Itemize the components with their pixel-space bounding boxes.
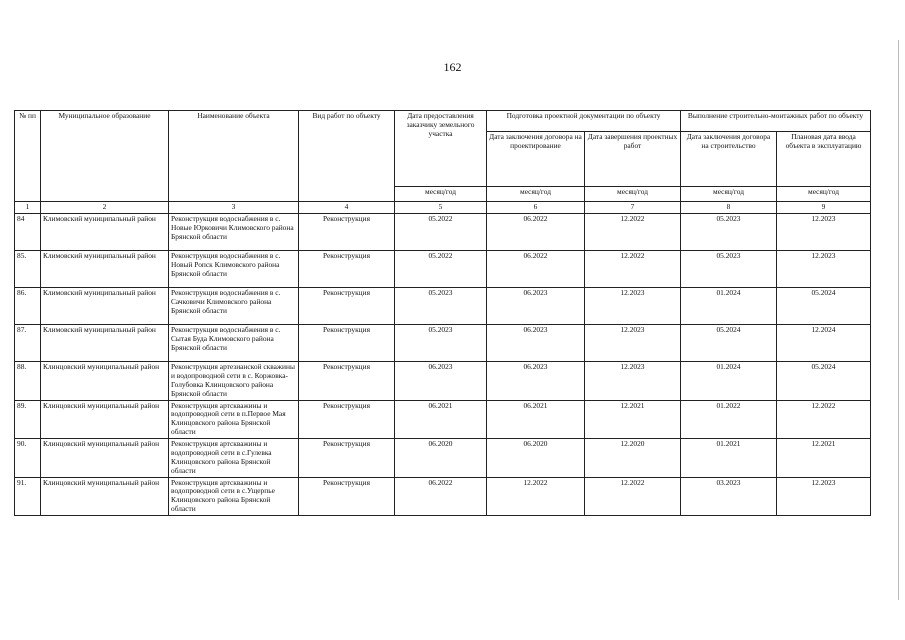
row-object-name: Реконструкция водоснабжения в с. Сытая Буда Климовского района Брянской области: [169, 325, 299, 362]
row-construction-contract: 01.2022: [681, 400, 777, 439]
row-work-type: Реконструкция: [299, 439, 395, 478]
column-number: 7: [585, 202, 681, 214]
column-number: 1: [15, 202, 41, 214]
row-commission-date: 12.2022: [777, 400, 871, 439]
row-design-contract: 06.2023: [487, 288, 585, 325]
row-commission-date: 12.2023: [777, 477, 871, 516]
row-land-date: 06.2021: [395, 400, 487, 439]
row-construction-contract: 01.2024: [681, 362, 777, 401]
row-commission-date: 12.2023: [777, 214, 871, 251]
table-row: [15, 214, 871, 251]
row-municipality: Климовский муниципальный район: [41, 251, 169, 288]
row-municipality: Климовский муниципальный район: [41, 214, 169, 251]
row-land-date: 05.2023: [395, 288, 487, 325]
header-construction-contract: Дата заключения договора на строительство: [681, 132, 777, 187]
row-num: 89.: [15, 400, 41, 439]
row-design-end: 12.2020: [585, 439, 681, 478]
column-number: 5: [395, 202, 487, 214]
row-num: 91.: [15, 477, 41, 516]
column-number: 6: [487, 202, 585, 214]
row-land-date: 05.2022: [395, 214, 487, 251]
header-commission-date: Плановая дата ввода объекта в эксплуатацию: [777, 132, 871, 187]
row-commission-date: 12.2024: [777, 325, 871, 362]
objects-table: [14, 110, 871, 516]
row-commission-date: 12.2023: [777, 251, 871, 288]
row-design-contract: 06.2020: [487, 439, 585, 478]
row-work-type: Реконструкция: [299, 325, 395, 362]
unit-label: месяц/год: [487, 187, 585, 202]
row-design-contract: 06.2022: [487, 251, 585, 288]
row-commission-date: 05.2024: [777, 288, 871, 325]
row-construction-contract: 01.2024: [681, 288, 777, 325]
row-object-name: Реконструкция артскважины и водопроводной сети в п.Первое Мая Клинцовского района Брянской области: [169, 400, 299, 439]
header-num: № пп: [15, 111, 41, 202]
row-work-type: Реконструкция: [299, 251, 395, 288]
row-object-name: Реконструкция артезианской скважины и водопроводной сети в с. Коржовка-Голубовка Клинцовского района Брянской области: [169, 362, 299, 401]
table-row: [15, 325, 871, 362]
row-commission-date: 05.2024: [777, 362, 871, 401]
row-num: 84: [15, 214, 41, 251]
row-municipality: Клинцовский муниципальный район: [41, 362, 169, 401]
row-design-contract: 06.2023: [487, 362, 585, 401]
table-row: [15, 439, 871, 478]
row-num: 90.: [15, 439, 41, 478]
row-design-contract: 06.2022: [487, 214, 585, 251]
row-object-name: Реконструкция водоснабжения в с. Новые Юрковичи Климовского района Брянской области: [169, 214, 299, 251]
row-land-date: 06.2022: [395, 477, 487, 516]
row-construction-contract: 05.2023: [681, 214, 777, 251]
unit-label: месяц/год: [395, 187, 487, 202]
row-design-end: 12.2021: [585, 400, 681, 439]
row-commission-date: 12.2021: [777, 439, 871, 478]
row-num: 85.: [15, 251, 41, 288]
row-num: 88.: [15, 362, 41, 401]
row-municipality: Клинцовский муниципальный район: [41, 400, 169, 439]
header-design-group: Подготовка проектной документации по объекту: [487, 111, 681, 132]
column-number: 2: [41, 202, 169, 214]
row-object-name: Реконструкция артскважины и водопроводной сети в с.Ущерпье Клинцовского района Брянской области: [169, 477, 299, 516]
table-row: [15, 400, 871, 439]
row-num: 87.: [15, 325, 41, 362]
row-municipality: Клинцовский муниципальный район: [41, 477, 169, 516]
row-land-date: 06.2020: [395, 439, 487, 478]
row-design-end: 12.2023: [585, 362, 681, 401]
row-construction-contract: 01.2021: [681, 439, 777, 478]
row-design-end: 12.2022: [585, 214, 681, 251]
row-object-name: Реконструкция водоснабжения в с. Сачковичи Климовского района Брянской области: [169, 288, 299, 325]
row-work-type: Реконструкция: [299, 362, 395, 401]
row-municipality: Климовский муниципальный район: [41, 325, 169, 362]
header-land-date: Дата предоставления заказчику земельного участка: [395, 111, 487, 187]
row-land-date: 05.2023: [395, 325, 487, 362]
row-construction-contract: 05.2024: [681, 325, 777, 362]
header-design-end: Дата завершения проектных работ: [585, 132, 681, 187]
unit-label: месяц/год: [777, 187, 871, 202]
column-number: 8: [681, 202, 777, 214]
page-number: 162: [443, 60, 462, 74]
table-row: [15, 251, 871, 288]
unit-label: месяц/год: [681, 187, 777, 202]
row-construction-contract: 05.2023: [681, 251, 777, 288]
row-work-type: Реконструкция: [299, 400, 395, 439]
column-number: 9: [777, 202, 871, 214]
row-work-type: Реконструкция: [299, 288, 395, 325]
table-row: [15, 477, 871, 516]
row-design-end: 12.2022: [585, 477, 681, 516]
row-land-date: 06.2023: [395, 362, 487, 401]
row-municipality: Клинцовский муниципальный район: [41, 439, 169, 478]
row-design-contract: 12.2022: [487, 477, 585, 516]
row-land-date: 05.2022: [395, 251, 487, 288]
table-row: [15, 288, 871, 325]
row-construction-contract: 03.2023: [681, 477, 777, 516]
header-work-type: Вид работ по объекту: [299, 111, 395, 202]
row-work-type: Реконструкция: [299, 477, 395, 516]
page-edge-line: [898, 40, 899, 600]
column-number: 3: [169, 202, 299, 214]
row-municipality: Климовский муниципальный район: [41, 288, 169, 325]
row-object-name: Реконструкция водоснабжения в с. Новый Ропск Климовского района Брянской области: [169, 251, 299, 288]
header-design-contract: Дата заключения договора на проектирование: [487, 132, 585, 187]
column-number: 4: [299, 202, 395, 214]
header-object-name: Наименование объекта: [169, 111, 299, 202]
row-object-name: Реконструкция артскважины и водопроводной сети в с.Гулевка Клинцовского района Брянской области: [169, 439, 299, 478]
row-design-end: 12.2023: [585, 288, 681, 325]
header-construction-group: Выполнение строительно-монтажных работ по объекту: [681, 111, 871, 132]
row-num: 86.: [15, 288, 41, 325]
table-row: [15, 362, 871, 401]
unit-label: месяц/год: [585, 187, 681, 202]
row-design-contract: 06.2021: [487, 400, 585, 439]
row-design-contract: 06.2023: [487, 325, 585, 362]
header-municipality: Муниципальное образование: [41, 111, 169, 202]
row-work-type: Реконструкция: [299, 214, 395, 251]
row-design-end: 12.2023: [585, 325, 681, 362]
row-design-end: 12.2022: [585, 251, 681, 288]
